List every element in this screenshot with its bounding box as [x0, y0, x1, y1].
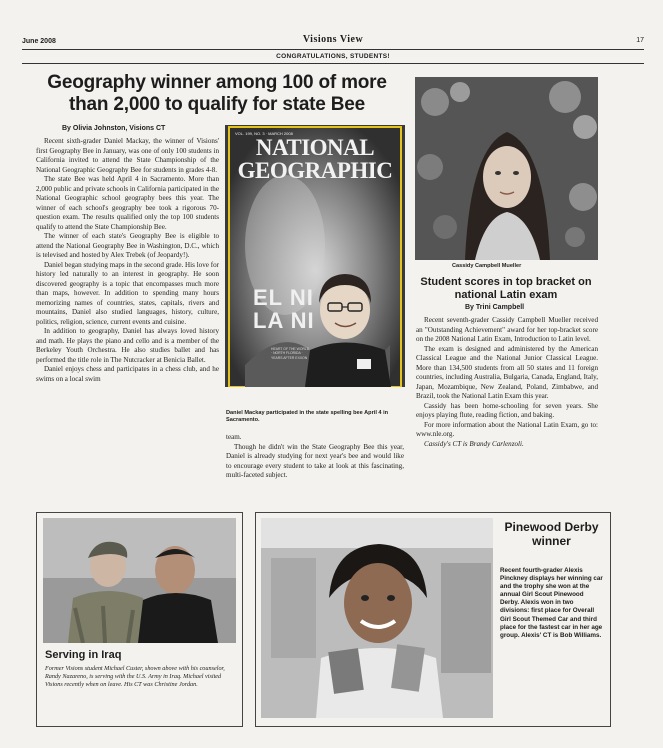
- cassidy-photo-caption: Cassidy Campbell Mueller: [452, 263, 522, 269]
- soldier-and-counselor-image: [43, 518, 236, 643]
- main-story-continuation: [226, 433, 404, 481]
- header-rule: [22, 49, 644, 50]
- paragraph: The winner of each state's Geography Bee is eligible to attend the National Geography Bee in Washington, D.C., which is televised and hosted by Alex Trebek (of Jeopardy!).: [36, 232, 219, 259]
- iraq-box-title: Serving in Iraq: [45, 649, 122, 661]
- daniel-photo-caption: Daniel Mackay participated in the state spelling bee April 4 in Sacramento.: [226, 410, 389, 423]
- daniel-photo: [225, 125, 405, 410]
- cassidy-photo: [415, 77, 598, 260]
- paragraph: Recent sixth-grader Daniel Mackay, the winner of Visions' first Geography Bee in January, was one of only 100 students in California invited to attend the State Championship of the National Geographic Geography Bee for students in grades 4-8.: [36, 137, 219, 174]
- cassidy-portrait: [415, 77, 598, 260]
- masthead: Visions View: [302, 34, 364, 45]
- paragraph: The exam is designed and administered by the American Classical League and the National Junior Classical League. More than 134,500 students from all 50 states and 11 foreign countries, including Australia, Bulgaria, Canada, England, Italy, Japan, Mozambique, New Zealand, Poland, Zimbabwe, and Brazil, took the National Latin Exam this year.: [416, 344, 598, 400]
- paragraph: Recent seventh-grader Cassidy Campbell Mueller received an "Outstanding Achievement" award for her top-bracket score on the 2008 National Latin Exam, Introduction to Latin level.: [416, 316, 598, 343]
- paragraph: Daniel began studying maps in the second grade. His love for history led naturally to an interest in geography. He soon discovered geography is a topic that encompasses much more than maps, however. In addition to spending many hours memorizing names of countries, states, capitals, rivers and mountains, Daniel also studied languages, history, culture, politics, religion, science, current events and cuisine.: [36, 260, 219, 326]
- iraq-box-caption: Former Visions student Michael Custer, shown above with his counselor, Randy Nazareno, is serving with the U.S. Army in Iraq. Michael visited Visions recently when on leave. His CT was Christine Jordan.: [45, 665, 225, 688]
- main-headline: Geography winner among 100 of more than 2,000 to qualify for state Bee: [47, 72, 387, 115]
- paragraph: team.: [226, 433, 242, 441]
- iraq-box: [36, 512, 243, 727]
- iraq-photo: [43, 518, 236, 643]
- magazine-issue: VOL. 199, NO. 3 · MARCH 2008: [235, 131, 293, 136]
- derby-box-title: Pinewood Derby winner: [504, 520, 599, 548]
- derby-box-text: Recent fourth-grader Alexis Pinckney displays her winning car and the trophy she won at the annual Girl Scout Pinewood Derby. Alexis won in two divisions: first place for Overall Girl Scout Themed Car and third place for the fastest car in her age group. Alexis' CT is Bob Williams.: [500, 567, 603, 639]
- cover-side-text: HEART OF THE WORLD · NORTH FLORIDA · YEARS AFTER EXXON: [271, 347, 310, 360]
- latin-credit: Cassidy's CT is Brandy Carlenzoli.: [424, 439, 524, 448]
- section-rule: [22, 63, 644, 64]
- paragraph: Cassidy has been home-schooling for seven years. She enjoys playing flute, reading fiction, and baking.: [416, 401, 598, 419]
- cover-text-1: EL NI: [253, 285, 314, 310]
- page-header: [22, 34, 644, 48]
- derby-box: [255, 512, 611, 727]
- latin-headline: Student scores in top bracket on national Latin exam: [420, 276, 592, 301]
- latin-byline: By Trini Campbell: [465, 304, 525, 311]
- page-number: 17: [636, 37, 644, 44]
- paragraph: For more information about the National Latin Exam, go to: www.nle.org.: [416, 420, 598, 438]
- paragraph: In addition to geography, Daniel has always loved history and math. He plays the piano and cello and is a member of the Berkeley Youth Orchestra. He also studies ballet and has performed the title role in The Nutcracker at Benicia Ballet.: [36, 327, 219, 364]
- derby-photo: [261, 518, 493, 718]
- alexis-with-trophy-image: [261, 518, 493, 718]
- latin-story-column: [416, 316, 598, 449]
- section-label: CONGRATULATIONS, STUDENTS!: [276, 53, 390, 60]
- main-byline: By Olivia Johnston, Visions CT: [62, 125, 166, 132]
- issue-date: June 2008: [22, 38, 56, 45]
- paragraph: Though he didn't win the State Geography Bee this year, Daniel is already studying for next year's bee and would like to encourage every student to take at look at this fascinating, multi-faceted subject.: [226, 442, 404, 479]
- paragraph: Daniel enjoys chess and participates in a chess club, and he swims on a local swim: [36, 365, 219, 383]
- magazine-title: NATIONAL GEOGRAPHIC: [237, 135, 393, 183]
- cover-text-2: LA NI: [253, 308, 315, 333]
- main-story-column: [36, 137, 219, 384]
- paragraph: The state Bee was held April 4 in Sacramento. More than 2,000 public and private schools in California participated in the National Geographic school geography bees this year. The winner of each school's geography bee took a rigorous 70-question exam. The results qualified only the top 100 students qualify to attend the State Championship Bee.: [36, 175, 219, 231]
